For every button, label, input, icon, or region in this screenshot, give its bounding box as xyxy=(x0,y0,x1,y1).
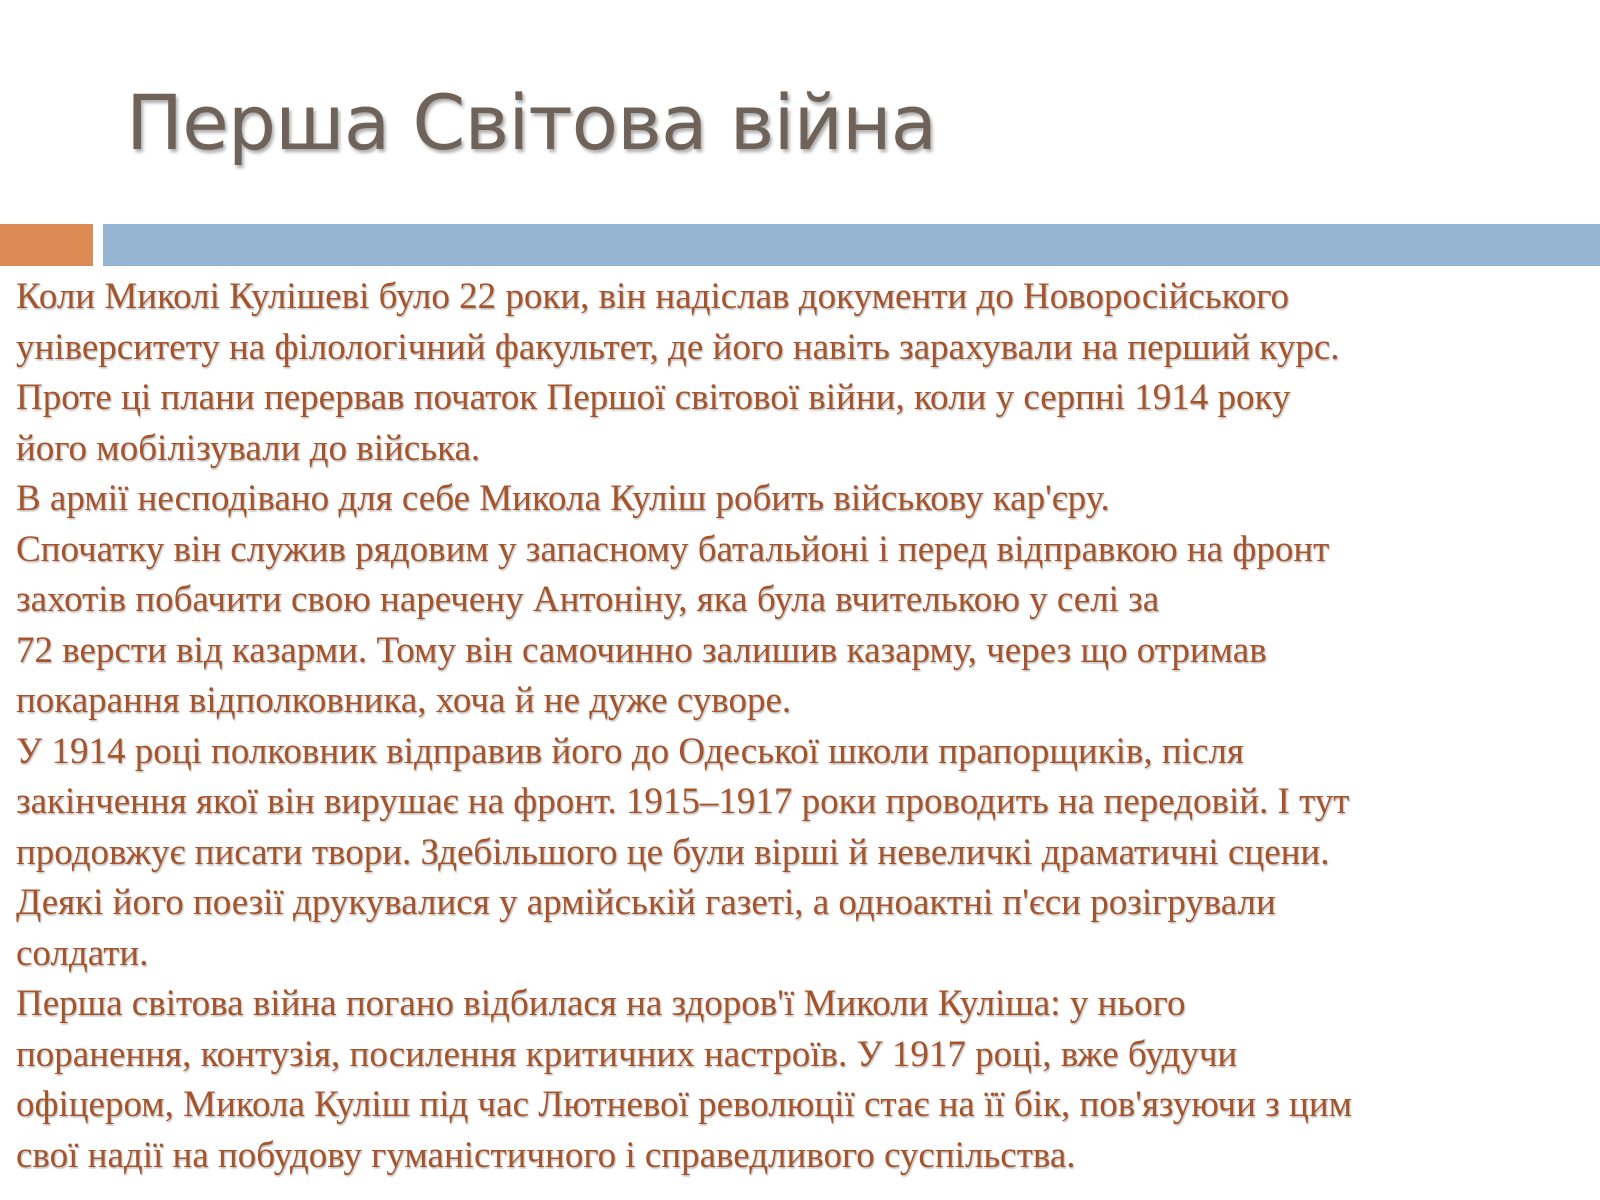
slide-title: Перша Світова війна xyxy=(126,78,937,167)
text-line: поранення, контузія, посилення критичних настроїв. У 1917 році, вже будучи xyxy=(16,1033,1238,1075)
text-line: офіцером, Микола Куліш під час Лютневої революції стає на її бік, пов'язуючи з цим xyxy=(16,1084,1353,1125)
text-line: закінчення якої він вирушає на фронт. 1915–1917 роки проводить на передовій. І тут xyxy=(16,781,1350,822)
text-line: Деякі його поезії друкувалися у армійській газеті, а одноактні п'єси розігрували xyxy=(16,882,1276,923)
text-line: солдати. xyxy=(16,932,149,974)
text-line: його мобілізували до війська. xyxy=(16,427,481,469)
text-line: університету на філологічний факультет, де його навіть зарахували на перший курс. xyxy=(16,326,1340,368)
text-line: Коли Миколі Кулішеві було 22 роки, він надіслав документи до Новоросійського xyxy=(16,276,1290,317)
accent-bar xyxy=(0,224,93,266)
text-line: покарання відполковника, хоча й не дуже суворе. xyxy=(16,680,792,721)
text-line: захотів побачити свою наречену Антоніну, яка була вчителькою у селі за xyxy=(16,579,1160,620)
body-text xyxy=(16,272,1571,1181)
text-line: У 1914 році полковник відправив його до Одеської школи прапорщиків, після xyxy=(16,730,1244,772)
divider-bar xyxy=(103,224,1600,266)
text-line: продовжує писати твори. Здебільшого це були вірші й невеличкі драматичні сцени. xyxy=(16,831,1330,873)
text-line: 72 версти від казарми. Тому він самочинно залишив казарму, через що отримав xyxy=(16,629,1267,671)
text-line: В армії несподівано для себе Микола Куліш робить військову кар'єру. xyxy=(16,478,1110,519)
text-line: свої надії на побудову гуманістичного і справедливого суспільства. xyxy=(16,1134,1076,1176)
text-line: Перша світова війна погано відбилася на здоров'ї Миколи Куліша: у нього xyxy=(16,983,1186,1024)
text-line: Проте ці плани перервав початок Першої світової війни, коли у серпні 1914 року xyxy=(16,377,1291,418)
text-line: Спочатку він служив рядовим у запасному батальйоні і перед відправкою на фронт xyxy=(16,528,1330,570)
